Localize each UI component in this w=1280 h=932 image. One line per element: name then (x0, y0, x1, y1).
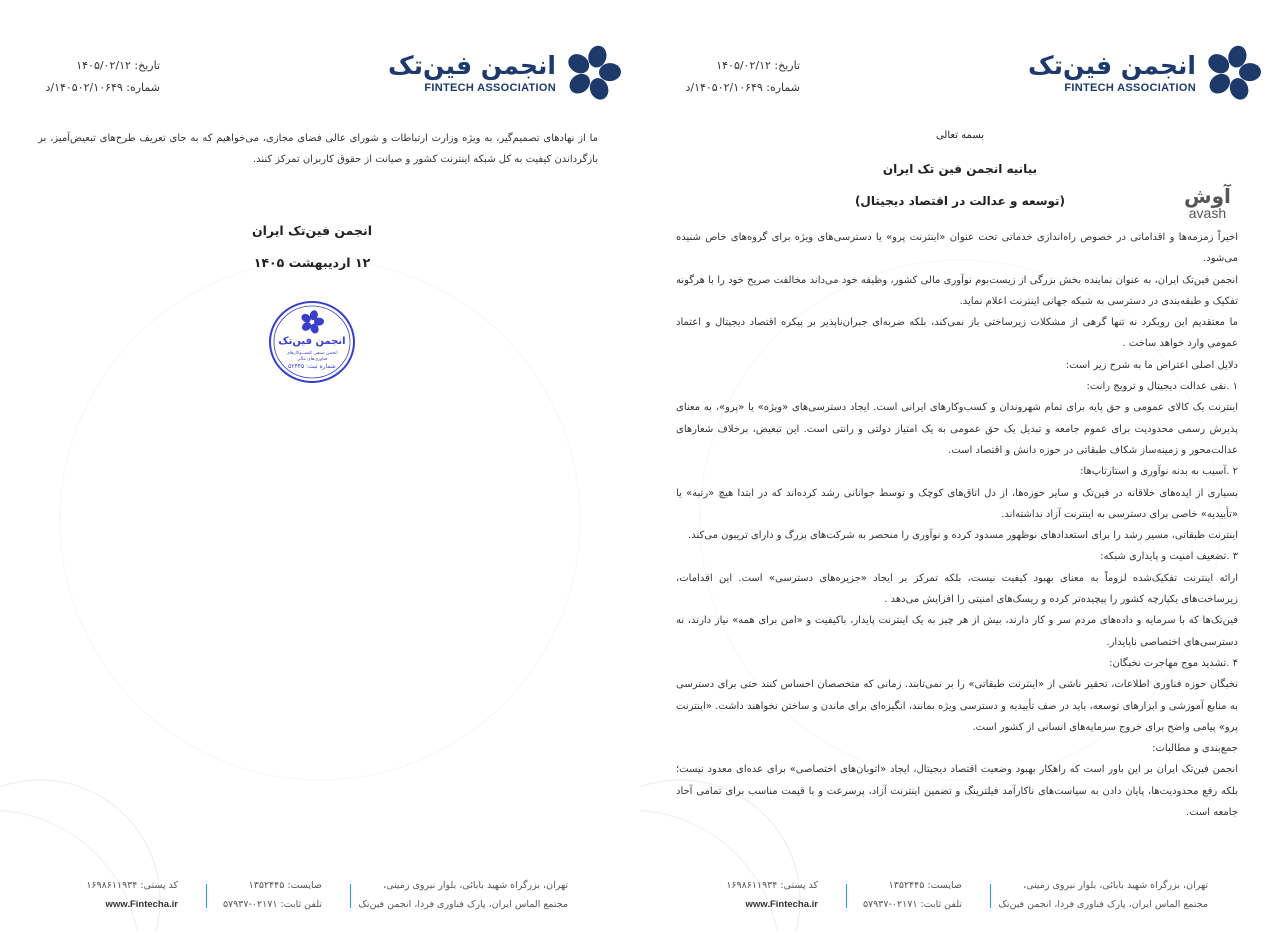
paragraph: انجمن فین‌تک ایران، به عنوان نماینده بخش بزرگی از زیست‌بوم نوآوری مالی کشور، وظیفه خود می‌داند مخالفت صریح خود را با هرگونه تفکیک و طبقه‌بندی در دسترسی به شبکه جهانی اینترنت اعلام نماید. (676, 274, 1238, 307)
closing-paragraph: ما از نهادهای تصمیم‌گیر، به ویژه وزارت ارتباطات و شورای عالی فضای مجازی، می‌خواهیم که به جای تعریف طرح‌های تبعیض‌آمیز، بر بازگرداندن کیفیت به کل شبکه اینترنت کشور و صیانت از حقوق کاربران تمرکز کنند. (38, 133, 598, 166)
page-footer (0, 876, 640, 916)
paragraph: ما معتقدیم این رویکرد نه تنها گرهی از مشکلات زیرساختی باز نمی‌کند، بلکه ضربه‌ای جبران‌ناپذیر بر پیکره اقتصاد دیجیتال و اعتماد عمومی وارد خواهد ساخت . (676, 317, 1238, 350)
paragraph: بسیاری از ایده‌های خلاقانه در فین‌تک و سایر حوزه‌ها، از دل اتاق‌های کوچک و توسط جوانانی رشد کرده‌اند که در ابتدا هیچ «رتبه» یا «تأییدیه» خاصی برای دسترسی به اینترنت آزاد نداشته‌اند. (676, 487, 1238, 520)
paragraph: ارائه اینترنت تفکیک‌شده لزوماً به معنای بهبود کیفیت نیست، بلکه تمرکز بر ایجاد «جزیره‌های دسترسی» است. این اقدامات، زیرساخت‌های یکپارچه کشور را پیچیده‌تر کرده و ریسک‌های امنیتی را افزایش می‌دهد . (676, 572, 1238, 606)
section-heading: ۳ .تضعیف امنیت و پایداری شبکه: (1100, 551, 1238, 563)
logo-text-en: FINTECH ASSOCIATION (1064, 82, 1196, 94)
footer-divider (846, 884, 847, 908)
footer-address: تهران، بزرگراه شهید بابائی، بلوار نیروی زمینی، مجتمع الماس ایران، پارک فناوری فردا، انجمن فین‌تک (998, 880, 1208, 910)
website-link[interactable]: www.Fintecha.ir (105, 899, 178, 910)
paragraph: دلایل اصلی اعتراض ما به شرح زیر است: (1065, 359, 1238, 371)
stamp-title: انجمن فین‌تک (278, 336, 346, 347)
letter-number: شماره: ۱۴۰۵۰۲/۱۰۶۴۹/د (685, 81, 800, 94)
association-logo (1028, 44, 1262, 102)
avash-logo-en: avash (1188, 205, 1227, 221)
section-heading: جمع‌بندی و مطالبات: (1152, 743, 1238, 755)
statement-body (676, 227, 1238, 823)
footer-divider (990, 884, 991, 908)
footer-phones: صایست: ۱۳۵۲۴۴۵ تلفن ثابت: ۰۲۱۷۱-۵۷۹۳۷ (222, 880, 322, 910)
section-heading: ۲ .آسیب به بدنه نوآوری و استارتاپ‌ها: (1080, 466, 1238, 478)
paragraph: اخیراً زمزمه‌ها و اقداماتی در خصوص راه‌اندازی خدماتی تحت عنوان «اینترنت پرو» یا دسترسی‌های ویژه برای گروه‌های خاص شنیده می‌شود. (676, 232, 1238, 265)
letter-number: شماره: ۱۴۰۵۰۲/۱۰۶۴۹/د (45, 81, 160, 94)
footer-address: تهران، بزرگراه شهید بابائی، بلوار نیروی زمینی، مجتمع الماس ایران، پارک فناوری فردا، انجمن فین‌تک (358, 880, 568, 910)
footer-divider (350, 884, 351, 908)
footer-web: کد پستی: ۱۶۹۸۶۱۱۹۳۴ www.Fintecha.ir (726, 876, 818, 914)
fintech-logo-icon (564, 44, 622, 102)
paragraph: نخبگان حوزه فناوری اطلاعات، تحقیر ناشی از «اینترنت طبقاتی» را بر نمی‌تابند. زمانی که متخصصان احساس کنند حتی برای دسترسی به منابع آموزشی و ابزارهای توسعه، باید در صف تأییدیه و دسترسی ویژه بمانند، انگیزه‌ای برای ماندن و ساختن نخواهند داشت. «اینترنت پرو» پیامی واضح برای خروج سرمایه‌های انسانی از کشور است. (676, 679, 1238, 733)
footer-phones: صایست: ۱۳۵۲۴۴۵ تلفن ثابت: ۰۲۱۷۱-۵۷۹۳۷ (862, 880, 962, 910)
signature-date: ۱۲ اردیبهشت ۱۴۰۵ (253, 255, 371, 270)
stamp-subtitle: انجمن صنفی کسب‌وکارهای فناوری‌های مالی (286, 351, 338, 362)
paragraph: فین‌تک‌ها که با سرمایه و داده‌های مردم سر و کار دارند، بیش از هر چیز به یک اینترنت پایدار، باکیفیت و «امن برای همه» نیاز دارند، نه دسترسی‌های اختصاصی ناپایدار. (676, 615, 1238, 648)
avash-watermark (1184, 186, 1231, 220)
letter-date: تاریخ: ۱۴۰۵/۰۲/۱۲ (716, 59, 800, 72)
paragraph: اینترنت یک کالای عمومی و حق پایه برای تمام شهروندان و کسب‌وکارهای ایرانی است. ایجاد دسترسی‌های «ویژه» یا «پرو»، به معنای پذیرش رسمی محدودیت برای عموم جامعه و تبدیل یک حق عمومی به یک امتیاز دولتی و رانتی است. این تبعیض، برخلاف شعارهای عدالت‌محور و زمینه‌ساز شکاف طبقاتی در حوزه دانش و اقتصاد است. (676, 402, 1238, 456)
logo-text-fa: انجمن فین‌تک (1028, 51, 1196, 80)
logo-text-fa: انجمن فین‌تک (388, 51, 556, 80)
letter-page-1 (640, 0, 1280, 932)
association-logo (388, 44, 622, 102)
letter-meta (680, 55, 800, 99)
section-heading: ۴ .تشدید موج مهاجرت نخبگان: (1109, 657, 1238, 669)
paragraph: انجمن فین‌تک ایران بر این باور است که راهکار بهبود وضعیت اقتصاد دیجیتال، ایجاد «اتوبان‌های اختصاصی» برای عده‌ای معدود نیست؛ بلکه رفع محدودیت‌ها، پایان دادن به سیاست‌های ناکارآمد فیلترینگ و تضمین اینترنت آزاد، پرسرعت و با قیمت مناسب برای تمامی آحاد جامعه است. (676, 764, 1238, 819)
section-heading: ۱ .نفی عدالت دیجیتال و ترویج رانت: (1086, 381, 1238, 393)
footer-divider (206, 884, 207, 908)
bismillah: بسمه تعالی (935, 130, 985, 141)
official-stamp (268, 300, 356, 384)
fintech-logo-icon (1204, 44, 1262, 102)
letter-meta (40, 55, 160, 99)
page-footer (640, 876, 1280, 916)
stamp-reg-number: شماره ثبت: ۵۲۴۴۵ (288, 363, 336, 370)
statement-title: بیانیه انجمن فین تک ایران (882, 162, 1038, 176)
logo-text-en: FINTECH ASSOCIATION (424, 82, 556, 94)
avash-logo-fa: آوش (1184, 184, 1231, 208)
statement-subtitle: (توسعه و عدالت در اقتصاد دیجیتال) (854, 194, 1066, 208)
signature-org: انجمن فین‌تک ایران (251, 223, 373, 238)
paragraph: اینترنت طبقاتی، مسیر رشد را برای استعدادهای نوظهور مسدود کرده و نوآوری را منحصر به شرکت‌های بزرگ و دارای تریبون می‌کند. (688, 530, 1238, 542)
website-link[interactable]: www.Fintecha.ir (745, 899, 818, 910)
footer-web: کد پستی: ۱۶۹۸۶۱۱۹۳۴ www.Fintecha.ir (86, 876, 178, 914)
letter-date: تاریخ: ۱۴۰۵/۰۲/۱۲ (76, 59, 160, 72)
